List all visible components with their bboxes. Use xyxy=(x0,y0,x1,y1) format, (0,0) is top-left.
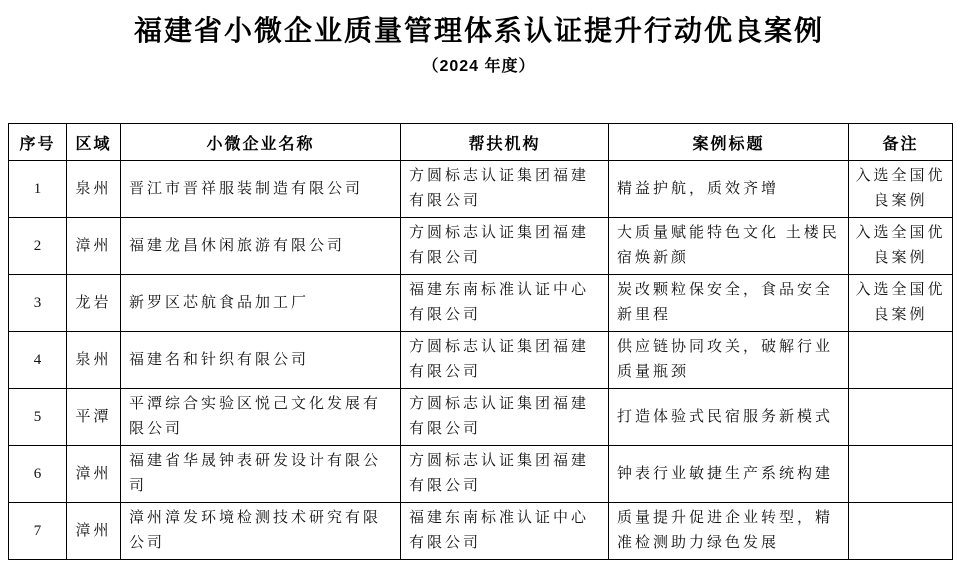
cases-table xyxy=(8,123,953,560)
cell-no: 4 xyxy=(9,332,67,389)
cell-remark: 入选全国优良案例 xyxy=(849,218,953,275)
cell-agency: 方圆标志认证集团福建有限公司 xyxy=(401,161,609,218)
cell-agency: 福建东南标准认证中心有限公司 xyxy=(401,275,609,332)
cell-region: 漳州 xyxy=(67,503,121,560)
table-row xyxy=(9,332,953,389)
table-row xyxy=(9,389,953,446)
cell-agency: 福建东南标准认证中心有限公司 xyxy=(401,503,609,560)
col-header-no: 序号 xyxy=(9,124,67,161)
table-row xyxy=(9,161,953,218)
cell-case-title: 打造体验式民宿服务新模式 xyxy=(609,389,849,446)
cell-case-title: 炭改颗粒保安全，食品安全新里程 xyxy=(609,275,849,332)
table-header-row xyxy=(9,124,953,161)
table-row xyxy=(9,218,953,275)
page-title: 福建省小微企业质量管理体系认证提升行动优良案例 xyxy=(133,15,824,46)
cell-agency: 方圆标志认证集团福建有限公司 xyxy=(401,446,609,503)
cell-agency: 方圆标志认证集团福建有限公司 xyxy=(401,218,609,275)
cell-company: 晋江市晋祥服装制造有限公司 xyxy=(121,161,401,218)
cell-case-title: 质量提升促进企业转型，精准检测助力绿色发展 xyxy=(609,503,849,560)
cell-agency: 方圆标志认证集团福建有限公司 xyxy=(401,332,609,389)
cell-remark xyxy=(849,389,953,446)
cell-no: 7 xyxy=(9,503,67,560)
cell-region: 漳州 xyxy=(67,446,121,503)
cell-company: 福建省华晟钟表研发设计有限公司 xyxy=(121,446,401,503)
cell-company: 新罗区芯航食品加工厂 xyxy=(121,275,401,332)
cell-remark: 入选全国优良案例 xyxy=(849,275,953,332)
cell-case-title: 大质量赋能特色文化 土楼民宿焕新颜 xyxy=(609,218,849,275)
cell-case-title: 精益护航，质效齐增 xyxy=(609,161,849,218)
cell-company: 福建龙昌休闲旅游有限公司 xyxy=(121,218,401,275)
cell-no: 1 xyxy=(9,161,67,218)
page-subtitle: （2024 年度） xyxy=(422,58,536,75)
cell-no: 5 xyxy=(9,389,67,446)
cell-company: 漳州漳发环境检测技术研究有限公司 xyxy=(121,503,401,560)
cell-region: 泉州 xyxy=(67,332,121,389)
cell-region: 泉州 xyxy=(67,161,121,218)
cell-remark xyxy=(849,332,953,389)
col-header-region: 区域 xyxy=(67,124,121,161)
cell-region: 漳州 xyxy=(67,218,121,275)
cell-remark xyxy=(849,446,953,503)
cell-remark xyxy=(849,503,953,560)
col-header-remark: 备注 xyxy=(849,124,953,161)
cell-no: 2 xyxy=(9,218,67,275)
col-header-company: 小微企业名称 xyxy=(121,124,401,161)
cell-region: 平潭 xyxy=(67,389,121,446)
col-header-case-title: 案例标题 xyxy=(609,124,849,161)
cell-remark: 入选全国优良案例 xyxy=(849,161,953,218)
cell-company: 平潭综合实验区悦己文化发展有限公司 xyxy=(121,389,401,446)
table-row xyxy=(9,275,953,332)
col-header-agency: 帮扶机构 xyxy=(401,124,609,161)
table-row xyxy=(9,446,953,503)
cell-case-title: 供应链协同攻关，破解行业质量瓶颈 xyxy=(609,332,849,389)
cell-no: 6 xyxy=(9,446,67,503)
cell-case-title: 钟表行业敏捷生产系统构建 xyxy=(609,446,849,503)
cell-company: 福建名和针织有限公司 xyxy=(121,332,401,389)
cell-region: 龙岩 xyxy=(67,275,121,332)
table-row xyxy=(9,503,953,560)
cell-agency: 方圆标志认证集团福建有限公司 xyxy=(401,389,609,446)
cell-no: 3 xyxy=(9,275,67,332)
